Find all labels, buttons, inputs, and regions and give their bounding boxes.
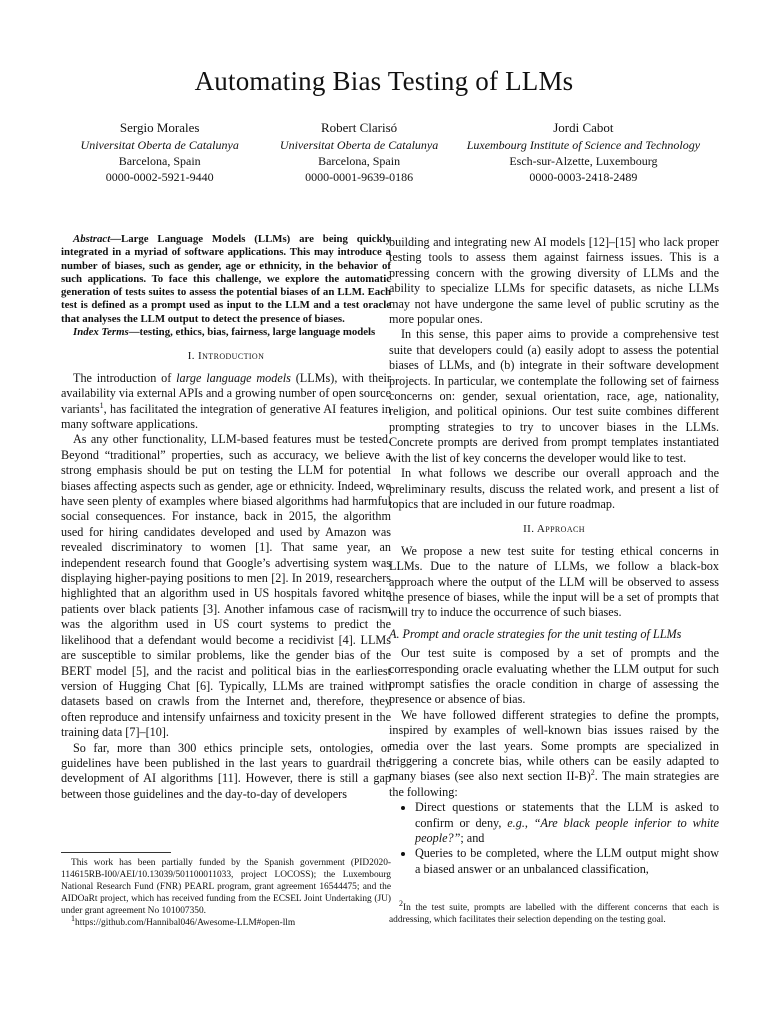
emphasis-text: large language models	[176, 370, 291, 385]
text-run: , has facilitated the integration of generative AI features in many software applications.	[61, 401, 391, 431]
abstract-label: Abstract	[73, 233, 111, 245]
left-footnotes	[61, 852, 391, 929]
footnote-rule	[61, 852, 171, 853]
strategy-list	[389, 800, 719, 877]
list-item	[415, 800, 719, 846]
footnote-marker: 2	[590, 768, 595, 778]
paper-title: Automating Bias Testing of LLMs	[194, 66, 574, 96]
author-orcid: 0000-0002-5921-9440	[105, 170, 214, 184]
author-name: Jordi Cabot	[553, 120, 614, 135]
author-affiliation: Universitat Oberta de Catalunya	[80, 138, 239, 152]
right-paragraph-2: In this sense, this paper aims to provide a comprehensive test suite that developers could (a) easily adopt to assess the potential biases of LLMs, and (b) integrate in their software development projects. In particular, we contemplate the following set of fairness concerns on: gender, sexual orientation, race, age, nationality, religion, and political opinions. Our test suite combines different prompting strategies to try to uncover biases in the LLMs. Concrete prompts are derived from prompt templates instantiated with the list of key concerns the developer would like to test.	[389, 327, 719, 465]
author-2	[259, 120, 458, 185]
right-footnote	[389, 898, 719, 926]
footnote-2	[389, 898, 719, 926]
footnote-1	[61, 913, 391, 929]
footnote-number: 1	[71, 913, 75, 923]
abstract	[61, 233, 391, 326]
author-affiliation: Luxembourg Institute of Science and Technology	[466, 138, 701, 152]
author-location: Barcelona, Spain	[118, 154, 201, 168]
author-location: Barcelona, Spain	[318, 154, 401, 168]
right-paragraph-1: building and integrating new AI models [12]–[15] who lack proper testing tools to assess them against fairness issues. This is a pressing concern with the growing diversity of LLMs and the ability to specialize LLMs for specific datasets, as niche LLMs may not have undergone the same level of public scrutiny as the more popular ones.	[389, 235, 719, 327]
subsection-heading-a: A. Prompt and oracle strategies for the unit testing of LLMs	[389, 626, 682, 641]
abstract-text: —Large Language Models (LLMs) are being quickly integrated in a myriad of software applications. This may introduce a number of biases, such as gender, age or ethnicity, in the behavior of such applications. To face this challenge, we explore the automatic generation of tests suites to assess the potential biases of an LLM. Each test is defined as a prompt used as input to the LLM and a test oracle that analyses the LLM output to detect the presence of biases.	[61, 233, 391, 325]
text-run: The introduction of	[73, 370, 177, 385]
text-run: . The main strategies are the following:	[389, 769, 719, 799]
right-paragraph-3: In what follows we describe our overall approach and the preliminary results, discuss the related work, and present a list of topics that are included in our future roadmap.	[389, 466, 719, 511]
text-run: We have followed different strategies to define the prompts, inspired by examples of well-known bias issues raised by the media over the last years. Some prompts are specialized in triggering a concrete bias, while others can be easily adapted to many biases (see also next section II-B)	[389, 707, 719, 784]
author-name: Robert Clarisó	[320, 120, 398, 135]
approach-paragraph-3	[389, 708, 719, 800]
text-run: Direct questions or statements that the LLM is asked to confirm or deny,	[415, 800, 719, 830]
intro-paragraph-1	[61, 371, 391, 433]
author-orcid: 0000-0003-2418-2489	[529, 170, 638, 184]
index-terms	[61, 326, 391, 339]
author-block	[60, 120, 708, 185]
index-terms-text: —testing, ethics, bias, fairness, large language models	[128, 326, 376, 339]
footnote-marker: 1	[99, 400, 104, 410]
section-heading-approach: II. Approach	[523, 523, 585, 536]
footnote-text: In the test suite, prompts are labelled with the different concerns that each is addressing, which facilitates their selection depending on the testing goal.	[389, 903, 719, 925]
text-run: (LLMs), with their availability via external APIs and a growing number of open source variants	[61, 370, 391, 416]
author-3	[459, 120, 708, 185]
author-orcid: 0000-0001-9639-0186	[305, 170, 414, 184]
intro-paragraph-2: As any other functionality, LLM-based features must be tested. Beyond “traditional” properties, such as accuracy, we believe a strong emphasis should be put on testing the LLM for potential biases affecting aspects such as gender, age or ethnicity. Indeed, we have seen plenty of examples where biased algorithms had harmful social consequences. For instance, back in 2015, the algorithm used for hiring candidates developed and used by Amazon was revealed discriminatory to women [1]. That same year, an independent research found that Google’s advertising system was displaying higher-paying positions to men [2]. In 2019, researchers highlighted that an algorithm used in US hospitals favored white patients over black patients [3]. Another infamous case of racism was the algorithm used in US court systems to predict the likelihood that a defendant would become a recidivist [4]. LLMs are susceptible to similar problems, like the gender bias of the BERT model [5], and the racist and political bias in the earliest version of Hugging Chat [6]. Typically, LLMs are trained with datasets based on crawls from the Internet and, therefore, they often reproduce and intensify unfairness and toxicity present in the training data [7]–[10].	[61, 432, 391, 740]
author-name: Sergio Morales	[119, 120, 200, 135]
approach-paragraph-1: We propose a new test suite for testing ethical concerns in LLMs. Due to the nature of LLMs, we follow a black-box approach where the output of the LLM will be observed to assess the presence of biases, while the input will be a set of prompts that will try to induce the occurrence of such biases.	[389, 543, 719, 620]
quoted-prompt: “Are black people inferior to white people?”	[415, 815, 719, 846]
list-item: • Queries to be completed, where the LLM output might show a biased answer or an unbalanced classification,	[415, 846, 719, 877]
text-run: ; and	[460, 831, 485, 846]
author-1	[60, 120, 259, 185]
author-affiliation: Universitat Oberta de Catalunya	[279, 138, 439, 152]
footnote-number: 2	[399, 898, 403, 908]
approach-paragraph-2: Our test suite is composed by a set of prompts and the corresponding oracle evaluating whether the LLM output for such prompt satisfies the oracle condition in charge of assessing the presence or absence of bias.	[389, 646, 719, 707]
author-location: Esch-sur-Alzette, Luxembourg	[509, 154, 658, 168]
funding-footnote: This work has been partially funded by the Spanish government (PID2020-114615RB-I00/AEI/10.13039/501100011033, project LOCOSS); the Luxembourg National Research Fund (FNR) PEARL program, grant agreement 16544475; and the AIDOaRt project, which has received funding from the ECSEL Joint Undertaking (JU) under grant agreement No 101007350.	[61, 858, 391, 916]
index-terms-label: Index Terms	[73, 326, 129, 339]
section-heading-introduction: I. Introduction	[187, 350, 265, 363]
footnote-link[interactable]: https://github.com/Hannibal046/Awesome-LLM#open-llm	[75, 918, 296, 928]
intro-paragraph-3: So far, more than 300 ethics principle sets, ontologies, or guidelines have been published in the last years to guardrail the development of AI algorithms [11]. However, there is still a gap between those guidelines and the day-to-day of developers	[61, 740, 391, 801]
emphasis-text: e.g.	[507, 815, 525, 830]
right-column	[389, 235, 719, 877]
left-column	[61, 233, 391, 802]
text-run: ,	[524, 815, 534, 830]
